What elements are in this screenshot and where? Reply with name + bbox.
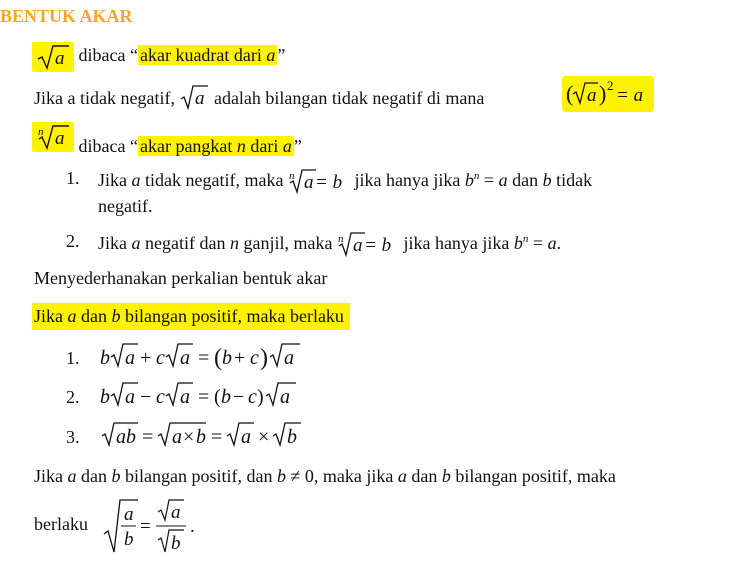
nth-radical-icon (337, 231, 399, 257)
rule-formula (100, 379, 310, 416)
svg-text:+: + (140, 347, 152, 369)
svg-text:a: a (55, 128, 65, 149)
svg-text:−: − (233, 386, 245, 408)
paragraph-berlaku: berlaku (34, 514, 88, 534)
svg-text:−: − (140, 386, 152, 408)
page-title: BENTUK AKAR (0, 6, 133, 26)
formula-sqrt-squared (562, 76, 654, 112)
svg-text:b: b (222, 347, 232, 369)
svg-text:a: a (125, 347, 135, 369)
fraction-formula (102, 496, 198, 561)
svg-text:+: + (234, 347, 246, 369)
svg-text:a: a (125, 386, 135, 408)
svg-text:=: = (198, 386, 210, 408)
svg-text:×: × (258, 426, 270, 448)
svg-text:×: × (183, 426, 195, 448)
rule-number: 1. (66, 348, 80, 368)
nth-radical-icon (36, 124, 70, 150)
rule-number: 3. (66, 427, 80, 447)
svg-text:b: b (124, 529, 134, 550)
text: ” (277, 45, 286, 66)
svg-text:=: = (142, 426, 154, 448)
svg-text:(: ( (214, 345, 222, 371)
svg-text:a: a (124, 504, 134, 525)
svg-text:): ) (599, 81, 607, 106)
svg-text:=: = (140, 516, 151, 537)
svg-text:n: n (38, 126, 44, 138)
text: ” (293, 136, 302, 156)
svg-text:=: = (198, 347, 210, 369)
svg-text:b: b (287, 426, 297, 448)
def-nonnegative (34, 84, 484, 110)
highlight-phrase: akar kuadrat dari a (139, 45, 276, 66)
svg-text:a: a (171, 502, 181, 523)
rule-formula (100, 419, 320, 456)
svg-text:c: c (156, 386, 165, 408)
svg-text:n: n (288, 170, 295, 182)
highlight-sqrt-a (32, 42, 74, 72)
rule-intro: Jika a dan b bilangan positif, maka berlaku (32, 303, 350, 330)
svg-text:a: a (172, 426, 182, 448)
svg-text:ab: ab (116, 426, 136, 448)
svg-text:a: a (195, 88, 205, 109)
svg-text:a: a (587, 85, 597, 106)
svg-text:a: a (352, 235, 363, 256)
text: adalah bilangan tidak negatif di mana (209, 88, 485, 108)
svg-text:=: = (211, 426, 223, 448)
svg-text:= b: = b (363, 235, 392, 256)
highlight-phrase: akar pangkat n dari a (139, 136, 292, 156)
def-square-root (32, 42, 285, 72)
list-item-continuation: negatif. (98, 196, 153, 216)
svg-text:a: a (180, 347, 190, 369)
svg-text:b: b (171, 533, 181, 554)
svg-text:): ) (257, 386, 264, 408)
svg-text:): ) (260, 345, 268, 371)
radical-icon (179, 84, 209, 110)
list-item-text: Jika a tidak negatif, maka n a = b jika hanya jika $b^n = a$ dan b tidak (98, 170, 593, 193)
svg-text:a: a (303, 172, 314, 193)
svg-text:a: a (180, 386, 190, 408)
svg-text:c: c (248, 386, 257, 408)
list-item-text: Jika a negatif dan n ganjil, maka n a = b jika hanya jika $b^n = a$. (98, 233, 562, 256)
svg-text:c: c (250, 347, 259, 369)
highlight-nth-root (32, 122, 74, 152)
svg-text:.: . (190, 516, 195, 537)
svg-text:2: 2 (607, 78, 614, 93)
text: Jika a tidak negatif, (34, 88, 180, 108)
nth-radical-icon (288, 168, 350, 194)
svg-text:b: b (196, 426, 206, 448)
rule-formula (100, 340, 310, 377)
svg-text:(: ( (214, 386, 221, 408)
svg-text:b: b (100, 386, 110, 408)
svg-text:c: c (156, 347, 165, 369)
highlight-formula-square (562, 76, 654, 112)
svg-text:n: n (337, 233, 344, 245)
list-item: 1. (66, 168, 80, 188)
rule-number: 2. (66, 387, 80, 407)
svg-text:b: b (221, 386, 231, 408)
radical-icon (36, 44, 70, 70)
radicand: a (55, 48, 65, 69)
svg-text:= a: = a (616, 85, 644, 106)
svg-text:a: a (280, 386, 290, 408)
list-item: 2. (66, 231, 80, 251)
text: dibaca “ (74, 136, 138, 156)
svg-text:b: b (100, 347, 110, 369)
section-subtitle: Menyederhanakan perkalian bentuk akar (34, 268, 328, 288)
text: dibaca “ (74, 45, 138, 66)
svg-text:(: ( (566, 81, 574, 106)
def-nth-root (32, 122, 302, 157)
svg-text:a: a (241, 426, 251, 448)
svg-text:a: a (284, 347, 294, 369)
svg-text:= b: = b (314, 172, 343, 193)
paragraph: Jika a dan b bilangan positif, dan b ≠ 0, maka jika a dan b bilangan positif, maka (34, 466, 616, 486)
